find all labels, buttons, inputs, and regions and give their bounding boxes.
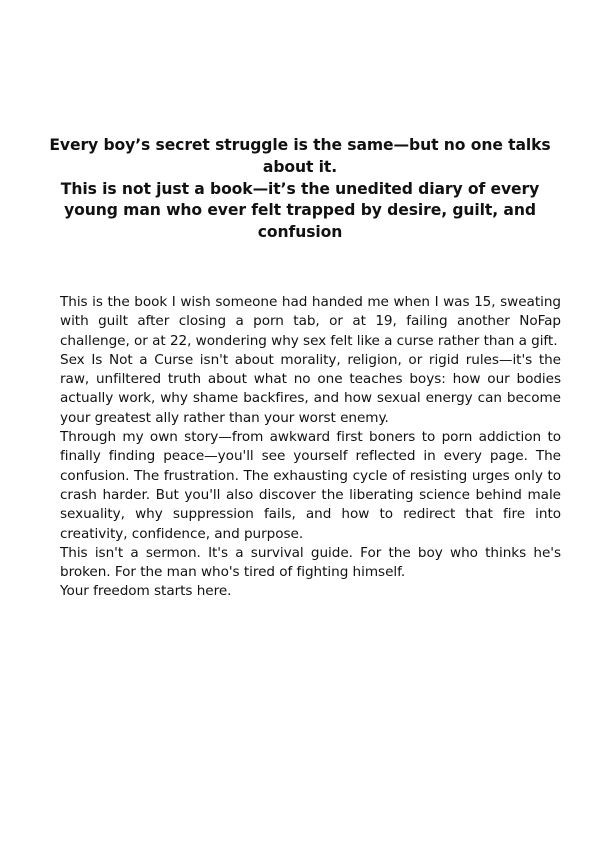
- headline-block: [48, 135, 552, 244]
- headline-line-2: This is not just a book—it’s the unedited diary of every young man who ever felt trapped by desire, guilt, and confusion: [60, 179, 540, 242]
- body-paragraph-5: Your freedom starts here.: [60, 583, 232, 600]
- body-paragraph-4: This isn't a sermon. It's a survival guide. For the boy who thinks he's broken. For the man who's tired of fighting himself.: [60, 544, 561, 581]
- body-paragraph-1: This is the book I wish someone had handed me when I was 15, sweating with guilt after closing a porn tab, or at 19, failing another NoFap challenge, or at 22, wondering why sex felt like a curse rather than a gift.: [60, 294, 561, 349]
- headline-line-1: Every boy’s secret struggle is the same—but no one talks about it.: [49, 136, 551, 176]
- body-paragraph-2: Sex Is Not a Curse isn't about morality, religion, or rigid rules—it's the raw, unfiltered truth about what no one teaches boys: how our bodies actually work, why shame backfires, and how sexual energy can become your greatest ally rather than your worst enemy.: [60, 351, 561, 426]
- body-text-block: [60, 293, 561, 602]
- body-paragraph-3: Through my own story—from awkward first boners to porn addiction to finally finding peace—you'll see yourself reflected in every page. The confusion. The frustration. The exhausting cycle of resisting urges only to crash harder. But you'll also discover the liberating science behind male sexuality, why suppression fails, and how to redirect that fire into creativity, confidence, and purpose.: [60, 429, 561, 542]
